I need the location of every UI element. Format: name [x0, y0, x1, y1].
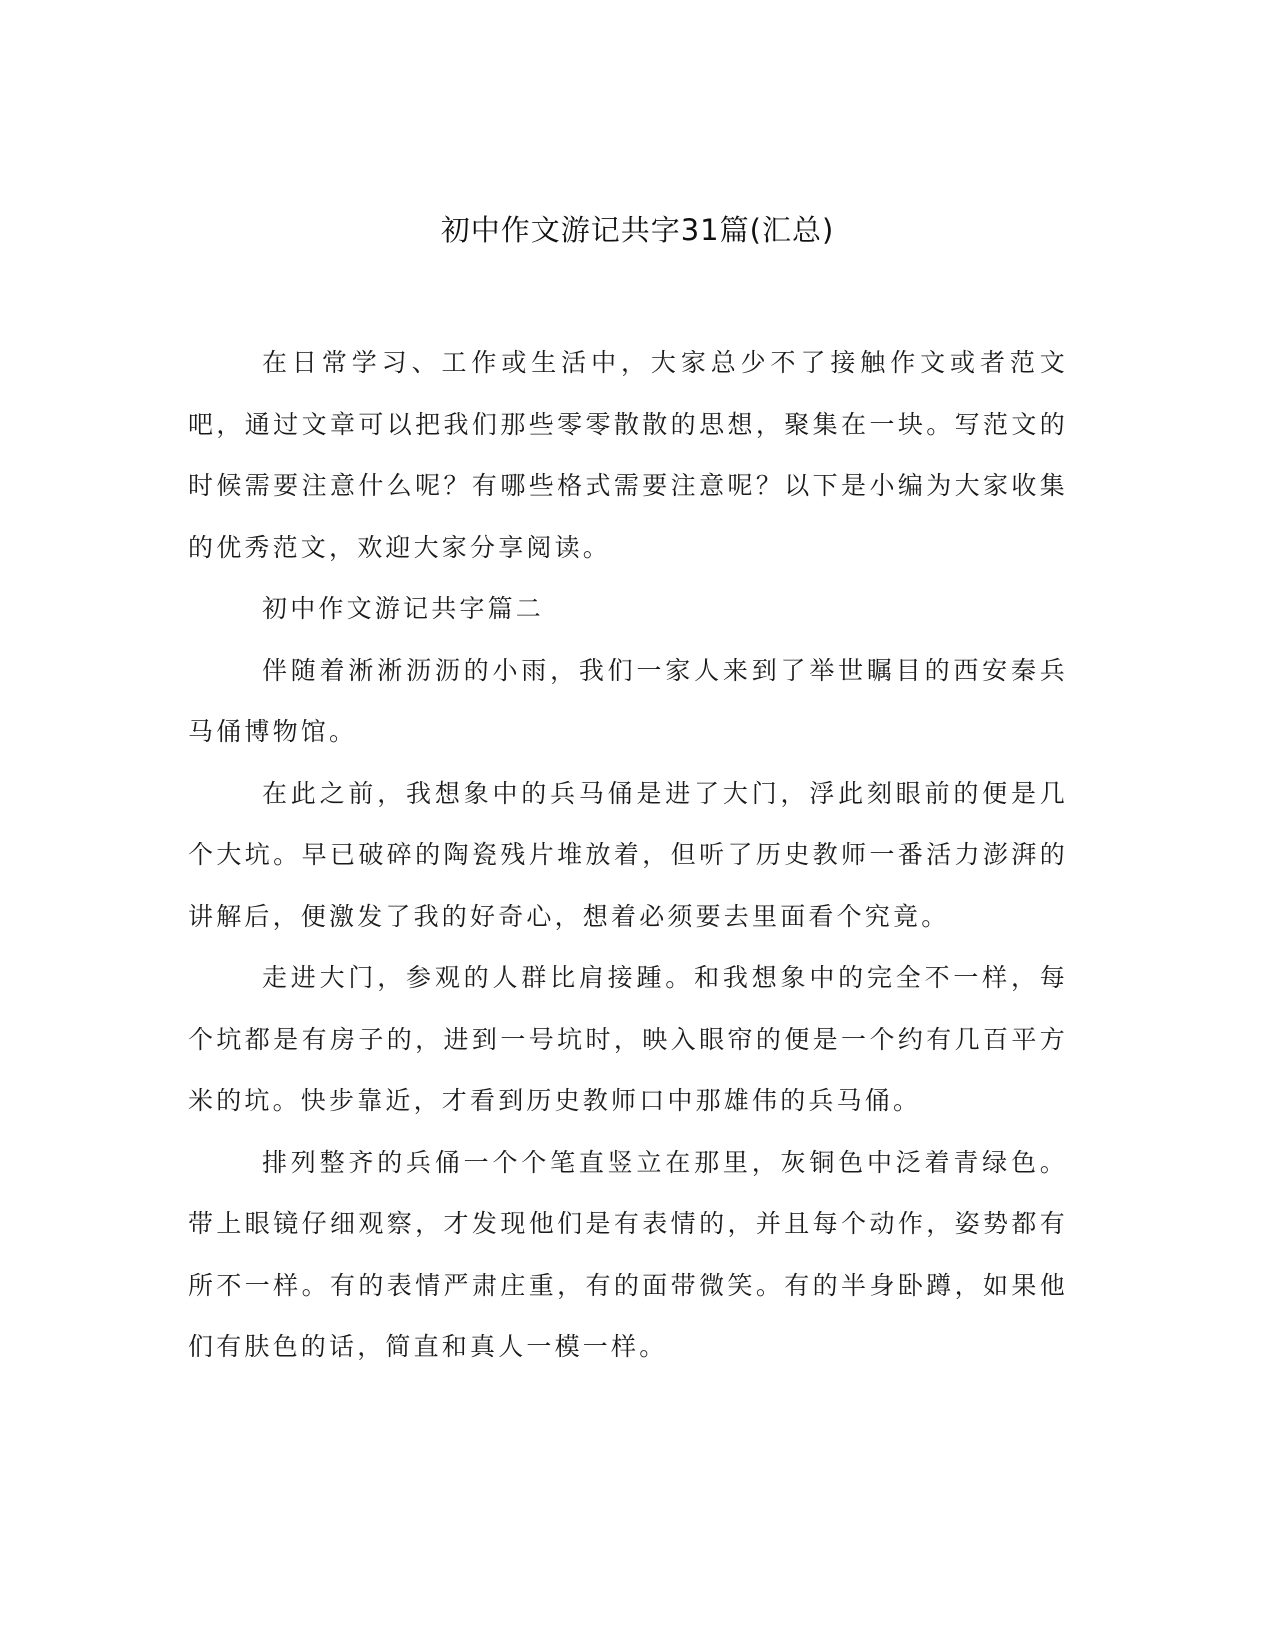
paragraph-intro: 在日常学习、工作或生活中，大家总少不了接触作文或者范文吧，通过文章可以把我们那些零零散散的思想，聚集在一块。写范文的时候需要注意什么呢？有哪些格式需要注意呢？以下是小编为大家收集的优秀范文，欢迎大家分享阅读。 [188, 348, 1068, 562]
paragraph: 在此之前，我想象中的兵马俑是进了大门，浮此刻眼前的便是几个大坑。早已破碎的陶瓷残片堆放着，但听了历史教师一番活力澎湃的讲解后，便激发了我的好奇心，想着必须要去里面看个究竟。 [188, 778, 1068, 931]
paragraph: 排列整齐的兵俑一个个笔直竖立在那里，灰铜色中泛着青绿色。带上眼镜仔细观察，才发现他们是有表情的，并且每个动作，姿势都有所不一样。有的表情严肃庄重，有的面带微笑。有的半身卧蹲，如果他们有肤色的话，简直和真人一模一样。 [188, 1147, 1068, 1361]
document-body [188, 332, 1068, 1378]
paragraph: 伴随着淅淅沥沥的小雨，我们一家人来到了举世瞩目的西安秦兵马俑博物馆。 [188, 655, 1068, 746]
document-title: 初中作文游记共字31篇(汇总) [440, 213, 835, 247]
paragraph: 走进大门，参观的人群比肩接踵。和我想象中的完全不一样，每个坑都是有房子的，进到一号坑时，映入眼帘的便是一个约有几百平方米的坑。快步靠近，才看到历史教师口中那雄伟的兵马俑。 [188, 963, 1068, 1115]
section-heading: 初中作文游记共字篇二 [262, 594, 545, 623]
